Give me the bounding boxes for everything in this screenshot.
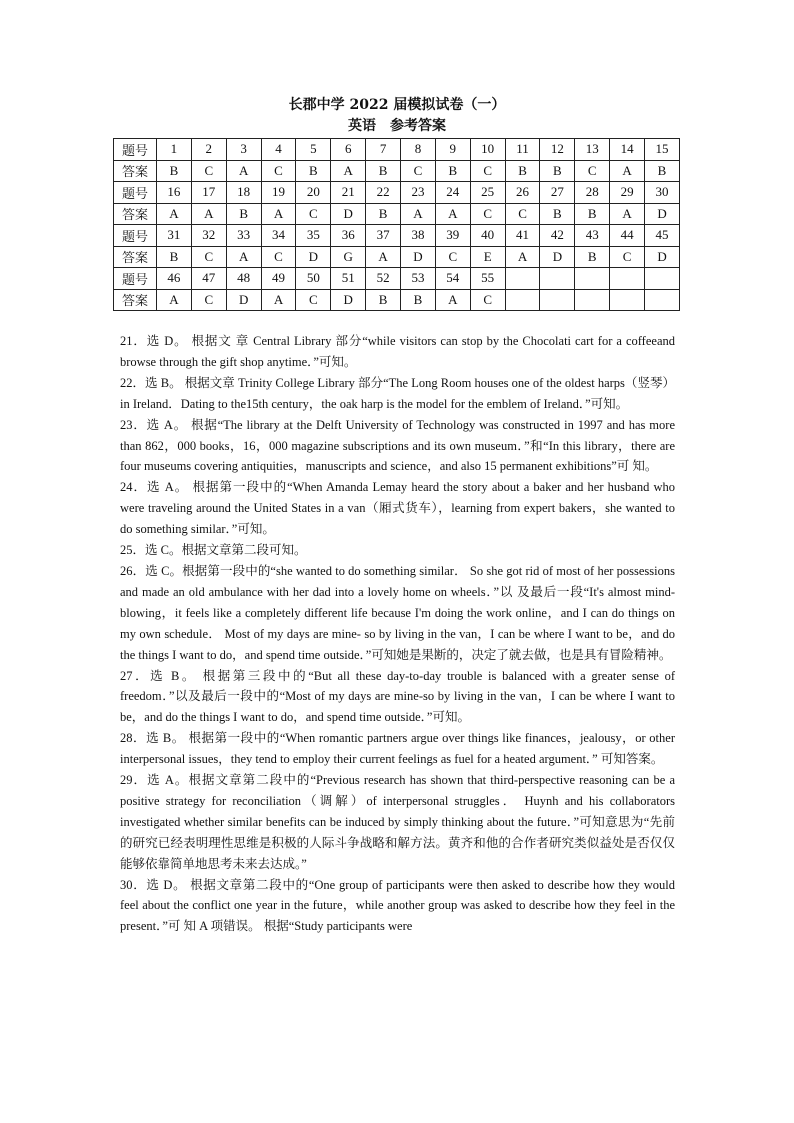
question-number-cell	[645, 268, 680, 290]
question-number-cell: 27	[540, 182, 575, 204]
question-number-cell: 44	[610, 225, 645, 247]
answer-cell: B	[540, 160, 575, 182]
answer-cell	[645, 289, 680, 311]
answer-cell	[505, 289, 540, 311]
question-number-cell: 33	[226, 225, 261, 247]
answer-cell: B	[575, 203, 610, 225]
answer-row-label: 答案	[114, 160, 157, 182]
answer-cell: A	[191, 203, 226, 225]
page-title: 长郡中学 2022 届模拟试卷（一）	[288, 97, 506, 113]
answer-cell: B	[505, 160, 540, 182]
answer-cell: C	[470, 203, 505, 225]
question-number-cell: 54	[435, 268, 470, 290]
question-number-cell: 30	[645, 182, 680, 204]
question-number-cell: 16	[157, 182, 192, 204]
number-row	[114, 225, 680, 247]
answer-cell: B	[226, 203, 261, 225]
number-row-label: 题号	[114, 268, 157, 290]
answer-cell: C	[296, 203, 331, 225]
answer-cell: C	[470, 160, 505, 182]
answer-cell: A	[157, 203, 192, 225]
answer-cell: C	[505, 203, 540, 225]
question-number-cell: 12	[540, 139, 575, 161]
answer-cell: D	[296, 246, 331, 268]
question-number-cell: 7	[366, 139, 401, 161]
answer-cell: A	[401, 203, 436, 225]
question-number-cell: 42	[540, 225, 575, 247]
question-number-cell: 36	[331, 225, 366, 247]
answer-cell	[540, 289, 575, 311]
question-number-cell: 6	[331, 139, 366, 161]
question-number-cell	[505, 268, 540, 290]
page-subtitle: 英语 参考答案	[348, 118, 446, 134]
answer-cell: B	[296, 160, 331, 182]
answer-cell: A	[435, 289, 470, 311]
question-number-cell: 41	[505, 225, 540, 247]
answer-cell: B	[366, 203, 401, 225]
answer-cell: B	[435, 160, 470, 182]
answer-cell: A	[226, 246, 261, 268]
answer-row	[114, 246, 680, 268]
question-number-cell: 1	[157, 139, 192, 161]
number-row-label: 题号	[114, 225, 157, 247]
question-number-cell: 28	[575, 182, 610, 204]
question-number-cell: 24	[435, 182, 470, 204]
answer-row-label: 答案	[114, 289, 157, 311]
answer-row-label: 答案	[114, 203, 157, 225]
answer-cell: A	[505, 246, 540, 268]
answer-cell: D	[645, 203, 680, 225]
question-number-cell	[540, 268, 575, 290]
answer-cell: A	[331, 160, 366, 182]
answer-row	[114, 203, 680, 225]
question-number-cell: 4	[261, 139, 296, 161]
answer-cell: C	[296, 289, 331, 311]
answer-cell: C	[191, 160, 226, 182]
question-number-cell: 8	[401, 139, 436, 161]
question-number-cell: 45	[645, 225, 680, 247]
question-number-cell: 40	[470, 225, 505, 247]
answer-cell: E	[470, 246, 505, 268]
question-number-cell: 31	[157, 225, 192, 247]
question-number-cell: 17	[191, 182, 226, 204]
answer-cell: D	[645, 246, 680, 268]
question-number-cell: 50	[296, 268, 331, 290]
number-row-label: 题号	[114, 182, 157, 204]
explanation-item: 29．选 A。根据文章第二段中的“Previous research has shown that third-perspective reasoning can be a positive strategy for reconciliation（调解）of interpersonal struggles． Huynh and his collaborators investigated whether similar benefits can be induced by simply thinking about the future．”可知意思为“先前的研究已经表明理性思维是积极的人际斗争战略和解方法。黄齐和他的合作者研究类似益处是否仅仅能够依靠简单地思考未来去达成。”	[120, 773, 675, 871]
answer-cell: D	[226, 289, 261, 311]
question-number-cell: 26	[505, 182, 540, 204]
explanation-item: 28．选 B。 根据第一段中的“When romantic partners argue over things like finances，jealousy，or other interpersonal issues，they tend to employ their current feelings as fuel for a heated argument．” 可知答案。	[120, 731, 675, 767]
question-number-cell: 48	[226, 268, 261, 290]
answer-cell: A	[435, 203, 470, 225]
answer-cell: C	[261, 246, 296, 268]
explanations	[120, 331, 675, 937]
answer-cell: D	[331, 289, 366, 311]
question-number-cell: 53	[401, 268, 436, 290]
answer-cell: C	[191, 289, 226, 311]
answer-cell: C	[401, 160, 436, 182]
question-number-cell: 29	[610, 182, 645, 204]
question-number-cell: 52	[366, 268, 401, 290]
number-row	[114, 139, 680, 161]
question-number-cell: 21	[331, 182, 366, 204]
answer-cell: C	[610, 246, 645, 268]
question-number-cell	[575, 268, 610, 290]
answer-cell: B	[366, 289, 401, 311]
question-number-cell: 19	[261, 182, 296, 204]
question-number-cell: 35	[296, 225, 331, 247]
question-number-cell: 55	[470, 268, 505, 290]
question-number-cell: 14	[610, 139, 645, 161]
question-number-cell: 51	[331, 268, 366, 290]
answer-cell: B	[575, 246, 610, 268]
question-number-cell	[610, 268, 645, 290]
answer-row	[114, 160, 680, 182]
answer-cell	[575, 289, 610, 311]
answer-row-label: 答案	[114, 246, 157, 268]
answer-cell	[610, 289, 645, 311]
explanation-item: 24．选 A。 根据第一段中的“When Amanda Lemay heard the story about a baker and her husband who were traveling around the United States in a van（厢式货车），learning from expert bakers，she wanted to do something similar．”可知。	[120, 480, 675, 537]
explanation-item: 30．选 D。 根据文章第二段中的“One group of participants were then asked to describe how they would feel about the conflict one year in the future，while another group was asked to describe how they feel in the present．”可 知 A 项错误。 根据“Study participants were	[120, 877, 675, 934]
question-number-cell: 25	[470, 182, 505, 204]
question-number-cell: 2	[191, 139, 226, 161]
number-row-label: 题号	[114, 139, 157, 161]
question-number-cell: 13	[575, 139, 610, 161]
question-number-cell: 46	[157, 268, 192, 290]
answer-cell: A	[261, 289, 296, 311]
explanation-item: 26．选 C。根据第一段中的“she wanted to do something similar． So she got rid of most of her possessions and made an old ambulance with her dad into a lovely home on wheels．”以 及最后一段“It's almost mind-blowing，it feels like a completely different life because I'm doing the work online，and I can do things on my own schedule． Most of my days are mine- so by living in the van，I can be where I want to be，and do the things I want to do，and spend time outside．”可知她是果断的，决定了就去做，也是具有冒险精神。	[120, 563, 675, 662]
answer-cell: B	[401, 289, 436, 311]
question-number-cell: 22	[366, 182, 401, 204]
answer-cell: B	[157, 246, 192, 268]
explanation-item: 23．选 A。 根据“The library at the Delft University of Technology was constructed in 1997 and has more than 862，000 books，16，000 magazine subscriptions and its own museum．”和“In this library，there are four museums covering antiquities，manuscripts and science，and also 15 permanent exhibitions”可 知。	[120, 417, 675, 474]
question-number-cell: 3	[226, 139, 261, 161]
question-number-cell: 5	[296, 139, 331, 161]
answer-table	[113, 138, 680, 311]
question-number-cell: 47	[191, 268, 226, 290]
answer-cell: A	[610, 160, 645, 182]
answer-cell: C	[261, 160, 296, 182]
question-number-cell: 49	[261, 268, 296, 290]
answer-cell: B	[540, 203, 575, 225]
answer-cell: B	[645, 160, 680, 182]
number-row	[114, 182, 680, 204]
answer-cell: B	[157, 160, 192, 182]
answer-cell: D	[331, 203, 366, 225]
answer-cell: C	[191, 246, 226, 268]
answer-cell: D	[401, 246, 436, 268]
question-number-cell: 32	[191, 225, 226, 247]
explanation-item: 22．选 B。 根据文章 Trinity College Library 部分“The Long Room houses one of the oldest harps（竖琴）in Ireland．Dating to the15th century，the oak harp is the model for the emblem of Ireland．”可知。	[120, 375, 675, 411]
answer-cell: A	[610, 203, 645, 225]
question-number-cell: 34	[261, 225, 296, 247]
explanation-item: 25．选 C。根据文章第二段可知。	[120, 543, 307, 558]
question-number-cell: 20	[296, 182, 331, 204]
explanation-item: 21．选 D。 根据文 章 Central Library 部分“while visitors can stop by the Chocolati cart for a coffeeand browse through the gift shop anytime．”可知。	[120, 334, 675, 369]
question-number-cell: 37	[366, 225, 401, 247]
answer-cell: A	[366, 246, 401, 268]
question-number-cell: 39	[435, 225, 470, 247]
answer-cell: D	[540, 246, 575, 268]
question-number-cell: 9	[435, 139, 470, 161]
answer-cell: B	[366, 160, 401, 182]
question-number-cell: 15	[645, 139, 680, 161]
answer-row	[114, 289, 680, 311]
answer-cell: C	[575, 160, 610, 182]
number-row	[114, 268, 680, 290]
answer-cell: A	[157, 289, 192, 311]
answer-cell: A	[261, 203, 296, 225]
answer-cell: A	[226, 160, 261, 182]
question-number-cell: 10	[470, 139, 505, 161]
question-number-cell: 38	[401, 225, 436, 247]
question-number-cell: 23	[401, 182, 436, 204]
answer-cell: C	[435, 246, 470, 268]
question-number-cell: 11	[505, 139, 540, 161]
answer-cell: G	[331, 246, 366, 268]
explanation-item: 27．选 B。 根据第三段中的“But all these day-to-day trouble is balanced with a greater sense of freedom．”以及最后一段中的“Most of my days are mine-so by living in the van，I can be where I want to be，and do the things I want to do，and spend time outside．”可知。	[120, 668, 675, 725]
question-number-cell: 43	[575, 225, 610, 247]
question-number-cell: 18	[226, 182, 261, 204]
answer-cell: C	[470, 289, 505, 311]
